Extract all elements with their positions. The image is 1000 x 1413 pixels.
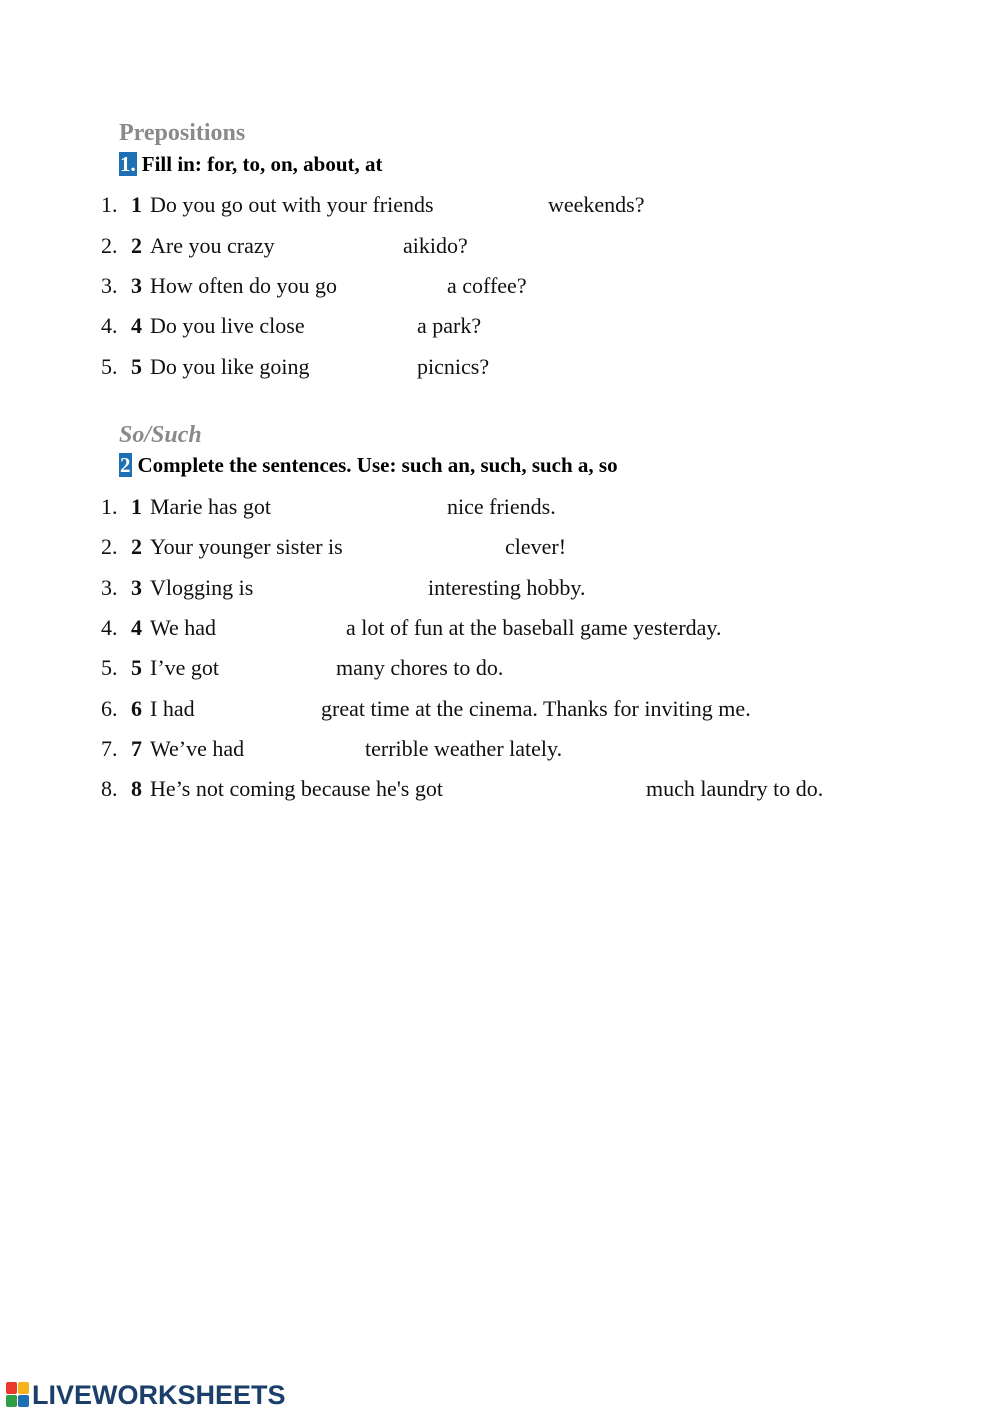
answer-input[interactable] [330,313,412,339]
item-text-after: many chores to do. [336,655,504,680]
instruction-1 [119,152,383,177]
section-title-prepositions: Prepositions [119,120,246,146]
item-number: 4. [101,313,118,338]
item-text-before: He’s not coming because he's got [150,776,443,801]
item-text-before: I’ve got [150,655,220,680]
item-bold-number: 4 [131,615,142,640]
item-text-after: aikido? [403,233,468,258]
answer-input[interactable] [208,696,314,722]
item-bold-number: 5 [131,354,142,379]
answer-input[interactable] [264,736,358,762]
logo-text: LIVEWORKSHEETS [32,1379,286,1410]
item-number: 2. [101,233,118,258]
instruction-number: 1. [120,152,136,176]
liveworksheets-logo-icon [6,1382,30,1408]
item-text-before: Your younger sister is [150,534,343,559]
item-text-before: We had [150,615,217,640]
item-number: 6. [101,696,118,721]
instruction-text: Fill in: for, to, on, about, at [141,152,383,176]
item-number: 3. [101,575,118,600]
item-bold-number: 1 [131,192,142,217]
item-text-before: Are you crazy [150,233,275,258]
answer-input[interactable] [233,615,339,641]
answer-input[interactable] [366,273,441,299]
section-title-so-such: So/Such [119,422,202,448]
answer-input[interactable] [234,655,329,681]
item-text-before: Do you like going [150,354,310,379]
item-bold-number: 6 [131,696,142,721]
item-text-before: Marie has got [150,494,271,519]
answer-input[interactable] [335,354,411,380]
item-bold-number: 4 [131,313,142,338]
item-number: 7. [101,736,118,761]
answer-input[interactable] [272,575,420,601]
item-text-after: weekends? [548,192,645,217]
item-bold-number: 3 [131,273,142,298]
item-text-before: We’ve had [150,736,245,761]
item-text-after: a park? [417,313,482,338]
item-text-before: Do you live close [150,313,305,338]
answer-input[interactable] [484,776,638,802]
item-text-before: How often do you go [150,273,337,298]
instruction-text: Complete the sentences. Use: such an, such, such a, so [137,453,618,477]
item-number: 4. [101,615,118,640]
item-number: 5. [101,354,118,379]
item-text-after: a coffee? [447,273,527,298]
instruction-number: 2 [120,453,131,477]
instruction-2 [119,453,618,478]
item-text-after: interesting hobby. [428,575,586,600]
item-bold-number: 2 [131,534,142,559]
item-text-after: nice friends. [447,494,556,519]
item-number: 1. [101,192,118,217]
item-text-after: clever! [505,534,567,559]
item-number: 3. [101,273,118,298]
item-text-before: Vlogging is [150,575,254,600]
item-bold-number: 1 [131,494,142,519]
answer-input[interactable] [296,233,396,259]
item-text-after: a lot of fun at the baseball game yesterday. [346,615,722,640]
item-number: 8. [101,776,118,801]
item-bold-number: 3 [131,575,142,600]
item-text-before: I had [150,696,195,721]
item-bold-number: 2 [131,233,142,258]
item-number: 1. [101,494,118,519]
answer-input[interactable] [292,494,440,520]
item-number: 2. [101,534,118,559]
item-text-after: picnics? [417,354,490,379]
item-text-before: Do you go out with your friends [150,192,434,217]
liveworksheets-logo[interactable] [6,1380,286,1410]
answer-input[interactable] [472,192,542,218]
item-text-after: great time at the cinema. Thanks for inviting me. [321,696,751,721]
item-bold-number: 7 [131,736,142,761]
item-bold-number: 8 [131,776,142,801]
answer-input[interactable] [374,534,498,560]
item-number: 5. [101,655,118,680]
item-text-after: terrible weather lately. [365,736,563,761]
item-text-after: much laundry to do. [646,776,824,801]
item-bold-number: 5 [131,655,142,680]
